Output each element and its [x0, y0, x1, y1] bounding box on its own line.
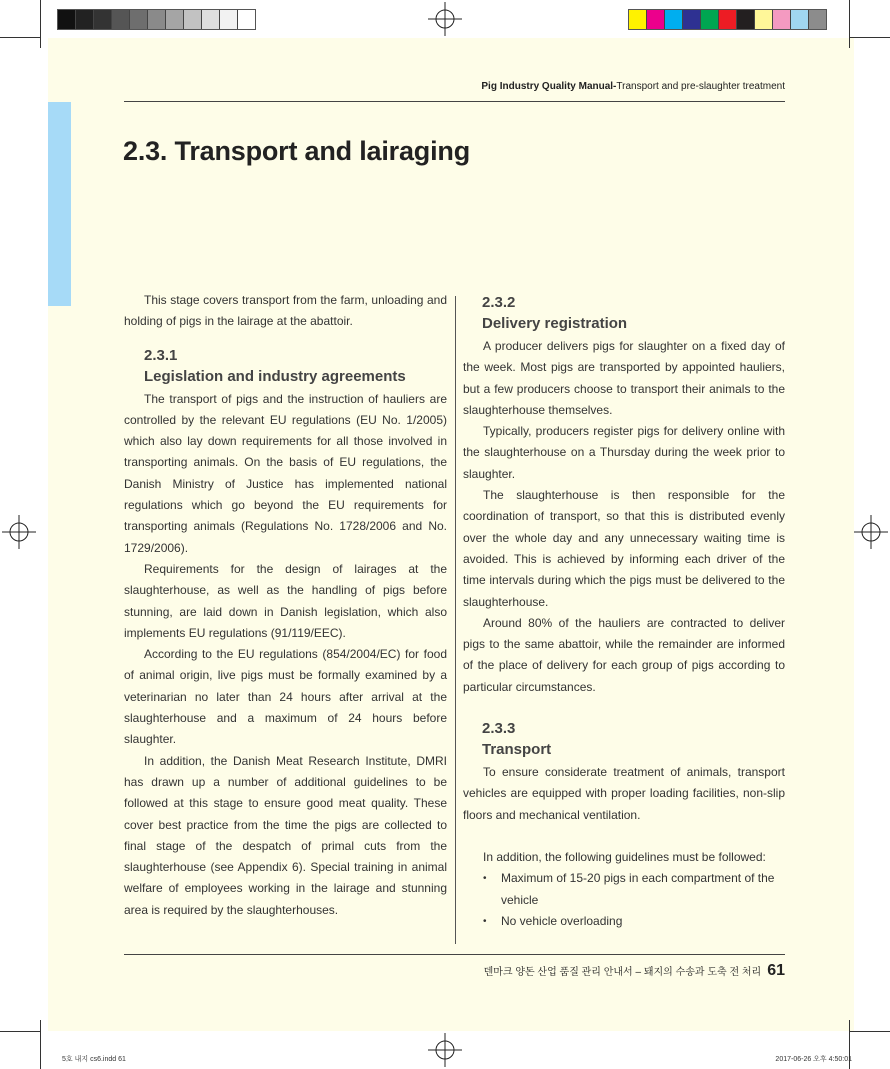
- body-paragraph: A producer delivers pigs for slaughter on a fixed day of the week. Most pigs are transported by appointed hauliers, but a few producers choose to transport their animals to the slaughterhouse themselves.: [463, 339, 785, 417]
- body-paragraph: To ensure considerate treatment of animals, transport vehicles are equipped with proper loading facilities, non-slip floors and mechanical ventilation.: [463, 765, 785, 822]
- section-number: 2.3.3: [482, 720, 516, 738]
- body-paragraph: The slaughterhouse is then responsible for the coordination of transport, so that this is distributed evenly over the whole day and any unnecessary waiting time is avoided. This is achieved by informing each driver of the time intervals during which the pigs must be delivered to the slaughterhouse.: [463, 488, 785, 609]
- color-swatch: [58, 10, 76, 29]
- section-heading: Transport: [482, 741, 552, 759]
- intro-paragraph: This stage covers transport from the farm, unloading and holding of pigs in the lairage at the abattoir.: [124, 293, 447, 329]
- crop-mark: [850, 1031, 890, 1032]
- body-paragraph: Around 80% of the hauliers are contracted to deliver pigs to the same abattoir, while the remainder are informed of the place of delivery for each group of pigs according to particular circumstances.: [463, 615, 785, 694]
- color-swatch: [719, 10, 737, 29]
- color-swatch: [791, 10, 809, 29]
- header-rule: [124, 101, 785, 102]
- color-swatch: [76, 10, 94, 29]
- color-swatch: [755, 10, 773, 29]
- registration-mark-icon: [428, 1033, 462, 1067]
- color-swatch: [112, 10, 130, 29]
- list-item: • Maximum of 15-20 pigs in each compartment of the vehicle: [501, 868, 785, 911]
- gray-color-bar: [57, 9, 256, 30]
- guidelines-intro: In addition, the following guidelines must be followed:: [483, 849, 766, 864]
- color-swatch: [166, 10, 184, 29]
- color-swatch: [809, 10, 826, 29]
- color-swatch: [94, 10, 112, 29]
- section-heading: Delivery registration: [482, 315, 628, 332]
- color-swatch: [683, 10, 701, 29]
- section-number: 2.3.2: [482, 294, 516, 311]
- chapter-tab: [48, 102, 71, 306]
- color-swatch: [647, 10, 665, 29]
- color-swatch: [148, 10, 166, 29]
- page-number: 61: [767, 962, 785, 979]
- section-heading: Legislation and industry agreements: [144, 367, 406, 385]
- crop-mark: [850, 37, 890, 38]
- color-swatch: [202, 10, 220, 29]
- page-title: 2.3. Transport and lairaging: [123, 136, 470, 166]
- color-swatch: [773, 10, 791, 29]
- color-swatch: [184, 10, 202, 29]
- slug-timestamp: 2017-06-26 오후 4:50:01: [775, 1056, 852, 1063]
- registration-mark-icon: [2, 515, 36, 549]
- crop-mark: [0, 1031, 40, 1032]
- left-column: [124, 290, 447, 921]
- crop-mark: [849, 0, 850, 48]
- crop-mark: [0, 37, 40, 38]
- crop-mark: [40, 0, 41, 48]
- color-swatch: [629, 10, 647, 29]
- list-item: • No vehicle overloading: [501, 911, 785, 932]
- guidelines-list: [463, 868, 785, 932]
- running-footer: 덴마크 양돈 산업 품질 관리 안내서 – 돼지의 수송과 도축 전 처리 61: [483, 962, 785, 979]
- right-column: [463, 292, 785, 932]
- footer-rule: [124, 954, 785, 955]
- registration-mark-icon: [428, 2, 462, 36]
- registration-mark-icon: [854, 515, 888, 549]
- body-paragraph: According to the EU regulations (854/2004/EC) for food of animal origin, live pigs must be formally examined by a veterinarian no later than 24 hours after arrival at the slaughterhouse and a maximum of 24 hours before slaughter.: [124, 647, 447, 747]
- crop-mark: [40, 1020, 41, 1069]
- color-swatch: [238, 10, 255, 29]
- body-paragraph: The transport of pigs and the instruction of hauliers are controlled by the relevant EU regulations (EU No. 1/2005) which also lay down requirements for all those involved in transporting animals. On the basis of EU regulations, the Danish Ministry of Justice has implemented national regulations which go beyond the EU requirements for transporting animals (Regulations No. 1728/2006 and No. 1729/2006).: [124, 391, 447, 555]
- color-swatch: [737, 10, 755, 29]
- color-swatch: [665, 10, 683, 29]
- running-header: Pig Industry Quality Manual-Transport and pre-slaughter treatment: [481, 81, 785, 92]
- section-number: 2.3.1: [144, 346, 178, 364]
- body-paragraph: Typically, producers register pigs for delivery online with the slaughterhouse on a Thursday during the week prior to slaughter.: [463, 424, 785, 481]
- body-paragraph: In addition, the Danish Meat Research Institute, DMRI has drawn up a number of additional guidelines to be followed at this stage to ensure good meat quality. These cover best practice from the time the pigs are collected to final stage of the despatch of primal cuts from the slaughterhouse (see Appendix 6). Special training in animal welfare of employees working in the lairage and stunning area is required by the slaughterhouses.: [124, 753, 447, 917]
- color-swatch: [701, 10, 719, 29]
- body-paragraph: Requirements for the design of lairages at the slaughterhouse, as well as the handling of pigs before stunning, are laid down in Danish legislation, which also implements EU regulations (91/119/EEC).: [124, 561, 447, 640]
- color-swatch: [220, 10, 238, 29]
- color-swatch: [130, 10, 148, 29]
- cmyk-color-bar: [628, 9, 827, 30]
- column-divider: [455, 296, 456, 944]
- slug-file-info: 5호 내지 cs6.indd 61: [62, 1056, 126, 1063]
